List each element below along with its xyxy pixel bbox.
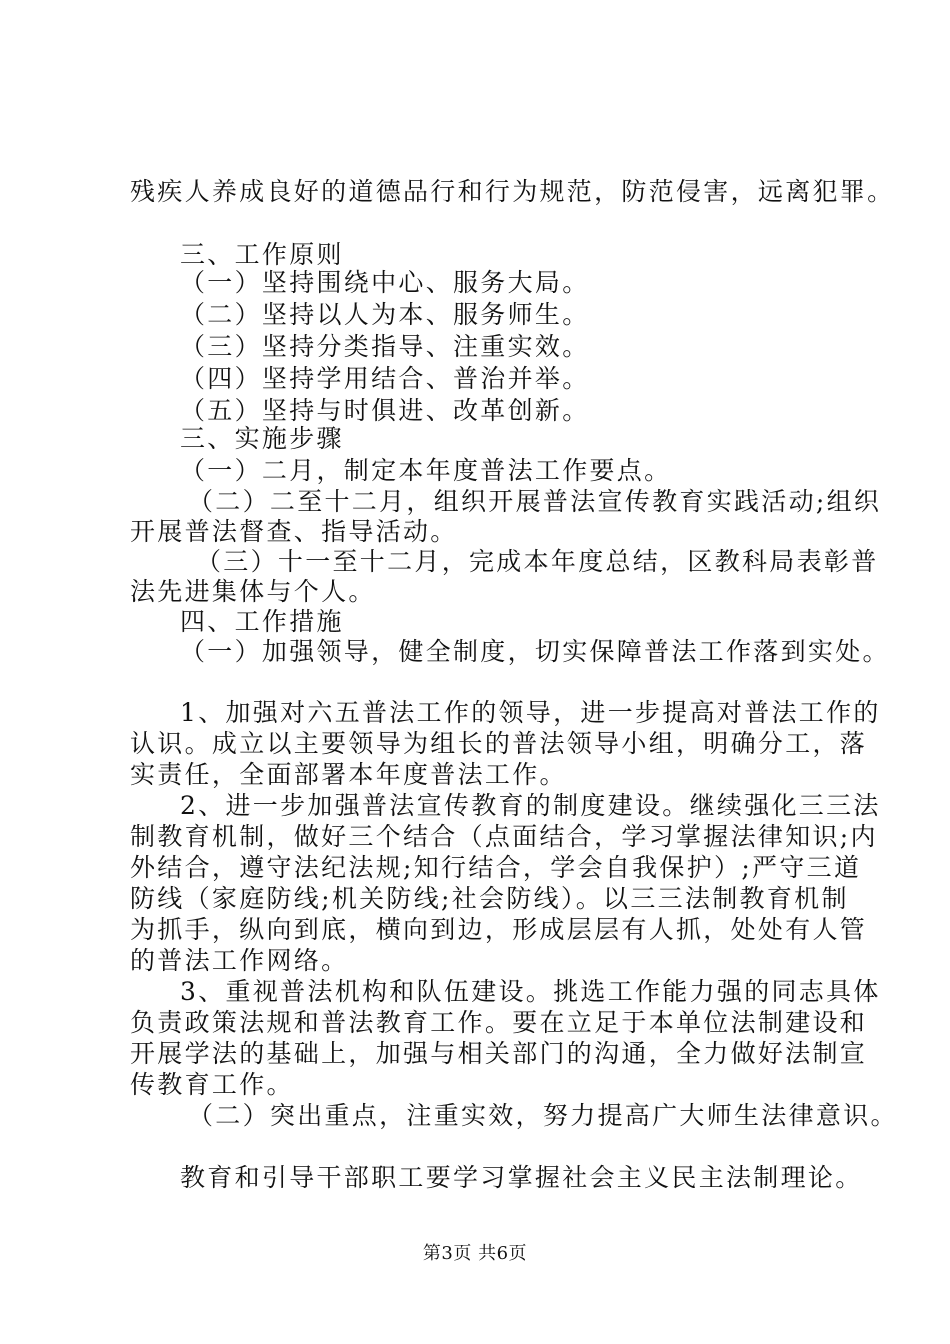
text-line: 教育和引导干部职工要学习掌握社会主义民主法制理论。 [180,1163,863,1192]
text-line: 外结合，遵守法纪法规;知行结合，学会自我保护）;严守三道 [130,853,862,882]
text-line: 1、加强对六五普法工作的领导，进一步提高对普法工作的 [180,698,881,727]
text-line: 的普法工作网络。 [130,946,349,975]
text-line: （一）二月，制定本年度普法工作要点。 [180,456,672,485]
text-line: （二）突出重点，注重实效，努力提高广大师生法律意识。 [188,1101,898,1130]
text-line: （二）坚持以人为本、服务师生。 [180,300,590,329]
page-number-footer: 第3页 共6页 [422,1243,528,1264]
text-line: 开展普法督查、指导活动。 [130,517,458,546]
section-heading: 三、工作原则 [180,240,344,269]
section-heading: 四、工作措施 [180,607,344,636]
text-line: （三）十一至十二月，完成本年度总结，区教科局表彰普 [196,547,879,576]
text-line: 制教育机制，做好三个结合（点面结合，学习掌握法律知识;内 [130,822,878,851]
text-line: （五）坚持与时俱进、改革创新。 [180,396,590,425]
text-line: 3、重视普法机构和队伍建设。挑选工作能力强的同志具体 [180,977,881,1006]
section-heading: 三、实施步骤 [180,424,344,453]
text-line: （四）坚持学用结合、普治并举。 [180,364,590,393]
text-line: 实责任，全面部署本年度普法工作。 [130,760,567,789]
text-line: 2、进一步加强普法宣传教育的制度建设。继续强化三三法 [180,791,881,820]
text-line: （一）坚持围绕中心、服务大局。 [180,268,590,297]
text-line: 开展学法的基础上，加强与相关部门的沟通，全力做好法制宣 [130,1039,868,1068]
text-line: （三）坚持分类指导、注重实效。 [180,332,590,361]
text-line: （一）加强领导，健全制度，切实保障普法工作落到实处。 [180,637,890,666]
text-line: 防线（家庭防线;机关防线;社会防线）。以三三法制教育机制 [130,884,849,913]
text-line: （二）二至十二月，组织开展普法宣传教育实践活动;组织 [188,487,882,516]
text-line: 传教育工作。 [130,1070,294,1099]
text-line: 负责政策法规和普法教育工作。要在立足于本单位法制建设和 [130,1008,868,1037]
text-line: 为抓手，纵向到底，横向到边，形成层层有人抓，处处有人管 [130,915,868,944]
text-line: 认识。成立以主要领导为组长的普法领导小组，明确分工，落 [130,729,868,758]
text-line: 法先进集体与个人。 [130,577,376,606]
text-line: 残疾人养成良好的道德品行和行为规范，防范侵害，远离犯罪。 [130,177,895,206]
